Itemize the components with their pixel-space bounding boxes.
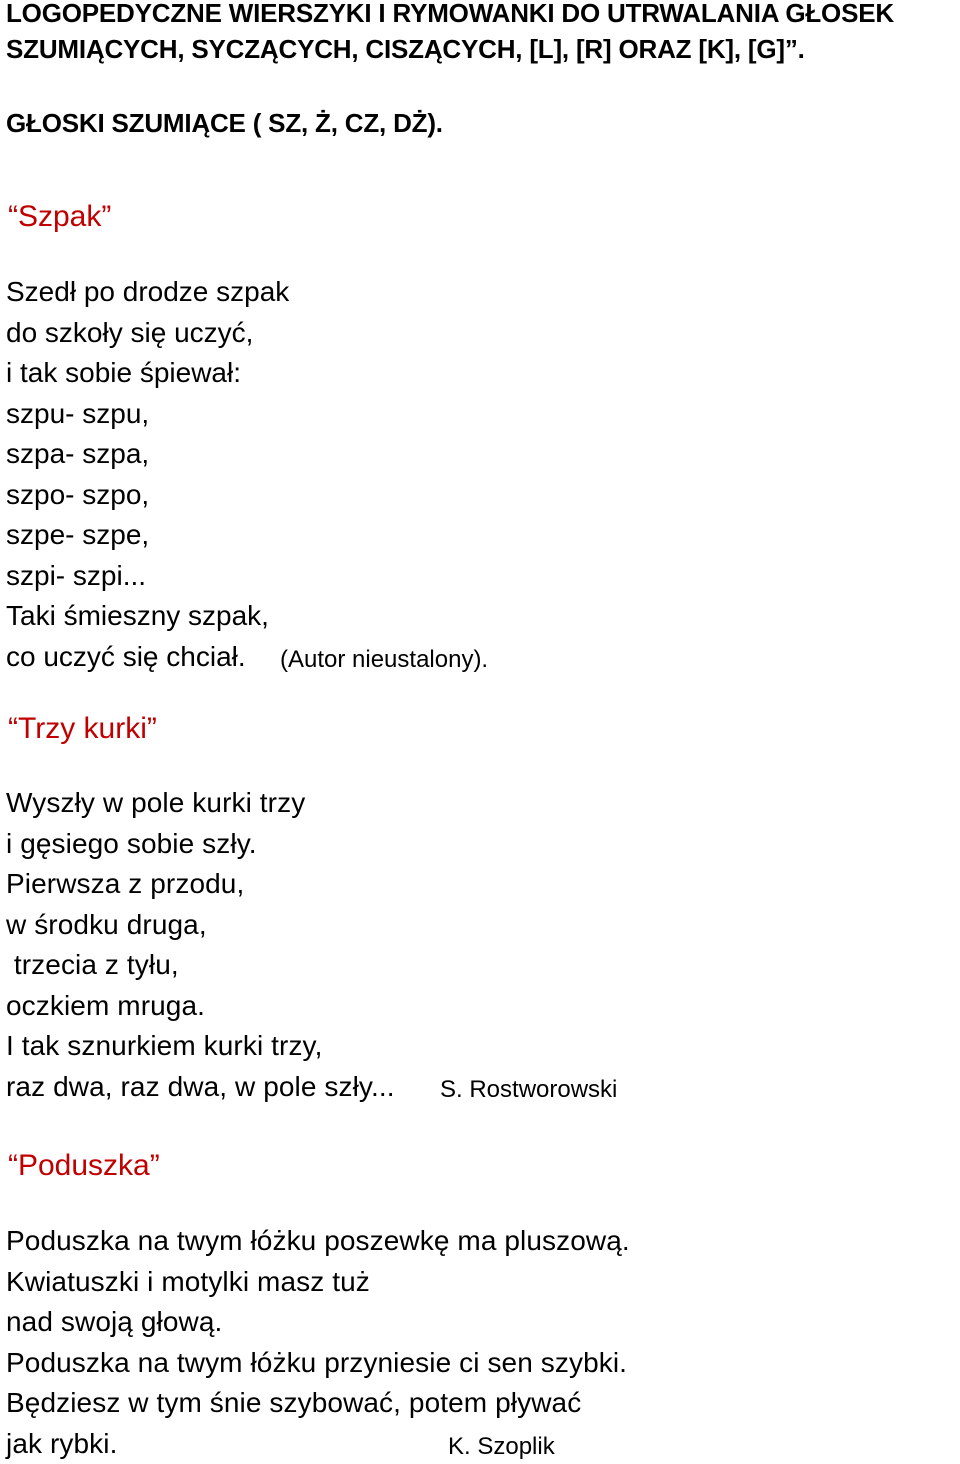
poem-line: i tak sobie śpiewał: — [6, 357, 242, 388]
poem-title-trzy-kurki: “Trzy kurki” — [8, 712, 157, 745]
poem-line: szpe- szpe, — [6, 519, 150, 550]
poem-line: nad swoją głową. — [6, 1306, 223, 1337]
poem-line: Pierwsza z przodu, — [6, 868, 245, 899]
poem-line: I tak sznurkiem kurki trzy, — [6, 1030, 323, 1061]
poem-line: Poduszka na twym łóżku poszewkę ma pluszową. — [6, 1225, 630, 1256]
section-heading: GŁOSKI SZUMIĄCE ( SZ, Ż, CZ, DŻ). — [6, 108, 443, 138]
poem-author: (Autor nieustalony). — [280, 646, 489, 673]
poem-line: co uczyć się chciał. — [6, 641, 246, 672]
poem-title-szpak: “Szpak” — [8, 200, 112, 233]
poem-line: trzecia z tyłu, — [6, 949, 179, 980]
poem-author: K. Szoplik — [448, 1433, 555, 1460]
poem-line: Poduszka na twym łóżku przyniesie ci sen szybki. — [6, 1347, 628, 1378]
document-heading-line-2: SZUMIĄCYCH, SYCZĄCYCH, CISZĄCYCH, [L], [R] ORAZ [K], [G]”. — [6, 34, 805, 64]
poem-line: szpi- szpi... — [6, 560, 147, 591]
poem-line: do szkoły się uczyć, — [6, 317, 254, 348]
poem-line: szpa- szpa, — [6, 438, 150, 469]
poem-line: Szedł po drodze szpak — [6, 276, 290, 307]
poem-line: i gęsiego sobie szły. — [6, 828, 257, 859]
poem-line: Będziesz w tym śnie szybować, potem pływać — [6, 1387, 582, 1418]
document-heading-line-1: LOGOPEDYCZNE WIERSZYKI I RYMOWANKI DO UTRWALANIA GŁOSEK — [6, 0, 894, 28]
poem-author: S. Rostworowski — [440, 1076, 618, 1103]
poem-line: Taki śmieszny szpak, — [6, 600, 269, 631]
poem-line: oczkiem mruga. — [6, 990, 206, 1021]
poem-line: w środku druga, — [6, 909, 207, 940]
poem-title-poduszka: “Poduszka” — [8, 1149, 160, 1182]
poem-line: szpo- szpo, — [6, 479, 150, 510]
poem-line: szpu- szpu, — [6, 398, 150, 429]
poem-line: Wyszły w pole kurki trzy — [6, 787, 306, 818]
poem-line: Kwiatuszki i motylki masz tuż — [6, 1266, 370, 1297]
poem-line: raz dwa, raz dwa, w pole szły... — [6, 1071, 395, 1102]
poem-line: jak rybki. — [6, 1428, 118, 1459]
